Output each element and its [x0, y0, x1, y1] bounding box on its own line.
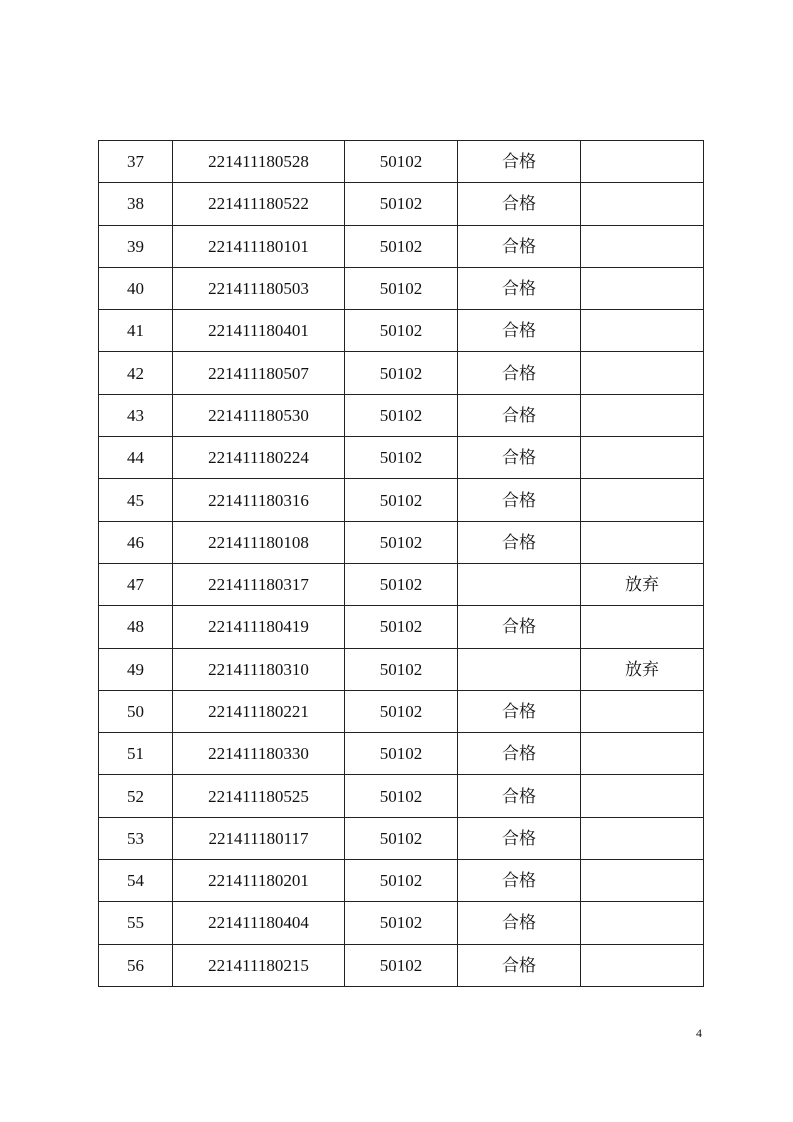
- row-number-cell: 37: [99, 141, 173, 183]
- result-cell: 合格: [458, 352, 581, 394]
- row-number-cell: 54: [99, 860, 173, 902]
- table-row: [99, 563, 704, 605]
- result-cell: 合格: [458, 437, 581, 479]
- remark-cell: [581, 394, 704, 436]
- remark-cell: [581, 606, 704, 648]
- result-cell: 合格: [458, 902, 581, 944]
- table-row: [99, 860, 704, 902]
- remark-cell: [581, 902, 704, 944]
- candidate-id-cell: 221411180507: [173, 352, 345, 394]
- row-number-cell: 48: [99, 606, 173, 648]
- position-code-cell: 50102: [345, 944, 458, 986]
- row-number-cell: 40: [99, 267, 173, 309]
- table-row: [99, 648, 704, 690]
- remark-cell: [581, 267, 704, 309]
- result-cell: 合格: [458, 310, 581, 352]
- position-code-cell: 50102: [345, 775, 458, 817]
- position-code-cell: 50102: [345, 860, 458, 902]
- candidate-id-cell: 221411180215: [173, 944, 345, 986]
- candidate-id-cell: 221411180419: [173, 606, 345, 648]
- position-code-cell: 50102: [345, 141, 458, 183]
- row-number-cell: 49: [99, 648, 173, 690]
- remark-cell: [581, 225, 704, 267]
- position-code-cell: 50102: [345, 352, 458, 394]
- remark-cell: [581, 310, 704, 352]
- row-number-cell: 46: [99, 521, 173, 563]
- position-code-cell: 50102: [345, 183, 458, 225]
- table-row: [99, 775, 704, 817]
- result-cell: 合格: [458, 775, 581, 817]
- candidate-id-cell: 221411180503: [173, 267, 345, 309]
- results-table-container: [98, 140, 703, 987]
- row-number-cell: 42: [99, 352, 173, 394]
- table-row: [99, 141, 704, 183]
- remark-cell: [581, 690, 704, 732]
- row-number-cell: 44: [99, 437, 173, 479]
- row-number-cell: 47: [99, 563, 173, 605]
- candidate-id-cell: 221411180101: [173, 225, 345, 267]
- candidate-id-cell: 221411180525: [173, 775, 345, 817]
- table-row: [99, 690, 704, 732]
- remark-cell: [581, 733, 704, 775]
- remark-cell: [581, 521, 704, 563]
- position-code-cell: 50102: [345, 437, 458, 479]
- result-cell: 合格: [458, 733, 581, 775]
- table-row: [99, 521, 704, 563]
- result-cell: 合格: [458, 183, 581, 225]
- remark-cell: [581, 817, 704, 859]
- candidate-id-cell: 221411180316: [173, 479, 345, 521]
- table-row: [99, 944, 704, 986]
- position-code-cell: 50102: [345, 733, 458, 775]
- remark-cell: 放弃: [581, 648, 704, 690]
- remark-cell: [581, 479, 704, 521]
- table-row: [99, 183, 704, 225]
- table-row: [99, 352, 704, 394]
- position-code-cell: 50102: [345, 521, 458, 563]
- position-code-cell: 50102: [345, 902, 458, 944]
- candidate-id-cell: 221411180401: [173, 310, 345, 352]
- position-code-cell: 50102: [345, 479, 458, 521]
- candidate-id-cell: 221411180522: [173, 183, 345, 225]
- position-code-cell: 50102: [345, 563, 458, 605]
- result-cell: 合格: [458, 817, 581, 859]
- row-number-cell: 52: [99, 775, 173, 817]
- remark-cell: [581, 141, 704, 183]
- candidate-id-cell: 221411180530: [173, 394, 345, 436]
- result-cell: 合格: [458, 690, 581, 732]
- position-code-cell: 50102: [345, 690, 458, 732]
- result-cell: 合格: [458, 944, 581, 986]
- row-number-cell: 53: [99, 817, 173, 859]
- row-number-cell: 55: [99, 902, 173, 944]
- position-code-cell: 50102: [345, 817, 458, 859]
- candidate-id-cell: 221411180310: [173, 648, 345, 690]
- candidate-id-cell: 221411180404: [173, 902, 345, 944]
- page-number: 4: [696, 1026, 702, 1040]
- table-row: [99, 817, 704, 859]
- table-row: [99, 310, 704, 352]
- candidate-id-cell: 221411180201: [173, 860, 345, 902]
- table-row: [99, 902, 704, 944]
- remark-cell: [581, 352, 704, 394]
- row-number-cell: 43: [99, 394, 173, 436]
- candidate-id-cell: 221411180330: [173, 733, 345, 775]
- candidate-id-cell: 221411180317: [173, 563, 345, 605]
- table-row: [99, 267, 704, 309]
- candidate-id-cell: 221411180117: [173, 817, 345, 859]
- candidate-id-cell: 221411180108: [173, 521, 345, 563]
- position-code-cell: 50102: [345, 648, 458, 690]
- table-row: [99, 733, 704, 775]
- table-row: [99, 606, 704, 648]
- results-table: [98, 140, 704, 987]
- result-cell: 合格: [458, 860, 581, 902]
- result-cell: 合格: [458, 225, 581, 267]
- table-row: [99, 479, 704, 521]
- remark-cell: [581, 860, 704, 902]
- result-cell: 合格: [458, 521, 581, 563]
- result-cell: 合格: [458, 479, 581, 521]
- result-cell: 合格: [458, 141, 581, 183]
- row-number-cell: 56: [99, 944, 173, 986]
- row-number-cell: 39: [99, 225, 173, 267]
- position-code-cell: 50102: [345, 225, 458, 267]
- row-number-cell: 45: [99, 479, 173, 521]
- remark-cell: [581, 944, 704, 986]
- result-cell: 合格: [458, 394, 581, 436]
- row-number-cell: 41: [99, 310, 173, 352]
- position-code-cell: 50102: [345, 394, 458, 436]
- table-row: [99, 394, 704, 436]
- position-code-cell: 50102: [345, 606, 458, 648]
- remark-cell: [581, 437, 704, 479]
- result-cell: [458, 648, 581, 690]
- row-number-cell: 51: [99, 733, 173, 775]
- result-cell: 合格: [458, 606, 581, 648]
- position-code-cell: 50102: [345, 310, 458, 352]
- results-table-body: [99, 141, 704, 987]
- row-number-cell: 38: [99, 183, 173, 225]
- remark-cell: 放弃: [581, 563, 704, 605]
- candidate-id-cell: 221411180221: [173, 690, 345, 732]
- result-cell: [458, 563, 581, 605]
- candidate-id-cell: 221411180224: [173, 437, 345, 479]
- candidate-id-cell: 221411180528: [173, 141, 345, 183]
- table-row: [99, 437, 704, 479]
- result-cell: 合格: [458, 267, 581, 309]
- row-number-cell: 50: [99, 690, 173, 732]
- position-code-cell: 50102: [345, 267, 458, 309]
- remark-cell: [581, 775, 704, 817]
- table-row: [99, 225, 704, 267]
- remark-cell: [581, 183, 704, 225]
